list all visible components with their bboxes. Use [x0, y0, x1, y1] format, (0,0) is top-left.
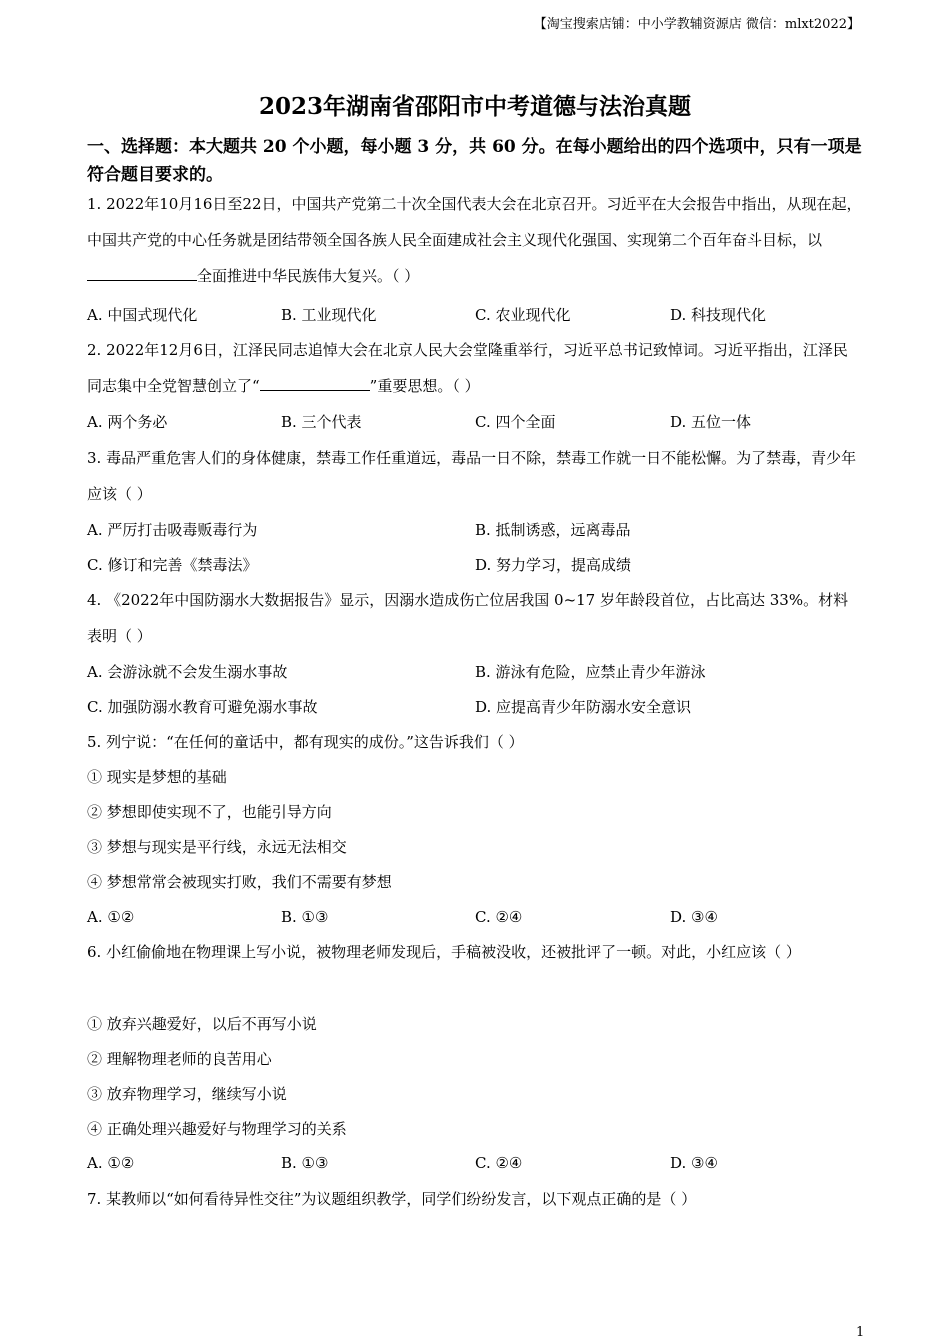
- option: B. ①③: [281, 908, 329, 926]
- option: D. ③④: [670, 1154, 718, 1172]
- answer-blank: [87, 280, 197, 281]
- list-item: ① 现实是梦想的基础: [87, 768, 227, 786]
- option: B. 工业现代化: [281, 306, 377, 324]
- option: C. ②④: [475, 908, 523, 926]
- option: D. 五位一体: [670, 413, 752, 431]
- section-heading: 一、选择题：本大题共 20 个小题，每小题 3 分，共 60 分。在每小题给出的四个选项中，只有一项是符合题目要求的。: [87, 137, 862, 185]
- option: C. 加强防溺水教育可避免溺水事故: [87, 698, 318, 716]
- header-note: 【淘宝搜索店铺：中小学教辅资源店 微信：mlxt2022】: [533, 17, 860, 32]
- list-item: ③ 放弃物理学习，继续写小说: [87, 1085, 287, 1103]
- question-3-stem: 3. 毒品严重危害人们的身体健康，禁毒工作任重道远，毒品一日不除，禁毒工作就一日不能松懈。为了禁毒，青少年应该（ ）: [87, 449, 857, 503]
- option: C. 四个全面: [475, 413, 556, 431]
- option: B. 三个代表: [281, 413, 362, 431]
- option: A. 中国式现代化: [87, 306, 198, 324]
- question-7-stem: 7. 某教师以“如何看待异性交往”为议题组织教学，同学们纷纷发言，以下观点正确的是（ ）: [87, 1190, 697, 1208]
- list-item: ④ 梦想常常会被现实打败，我们不需要有梦想: [87, 873, 392, 891]
- page-number: 1: [856, 1325, 865, 1340]
- option: A. ①②: [87, 1154, 135, 1172]
- list-item: ① 放弃兴趣爱好，以后不再写小说: [87, 1015, 317, 1033]
- option: C. 农业现代化: [475, 306, 571, 324]
- option: A. 会游泳就不会发生溺水事故: [87, 663, 288, 681]
- question-5-stem: 5. 列宁说：“在任何的童话中，都有现实的成份。”这告诉我们（ ）: [87, 733, 524, 751]
- option: B. 游泳有危险，应禁止青少年游泳: [475, 663, 706, 681]
- option: B. 抵制诱惑，远离毒品: [475, 521, 631, 539]
- option: D. 科技现代化: [670, 306, 767, 324]
- list-item: ② 梦想即使实现不了，也能引导方向: [87, 803, 332, 821]
- option: C. 修订和完善《禁毒法》: [87, 556, 258, 574]
- question-4-stem: 4. 《2022年中国防溺水大数据报告》显示，因溺水造成伤亡位居我国 0~17 岁年龄段首位，占比高达 33%。材料表明（ ）: [87, 591, 849, 645]
- option: A. 严厉打击吸毒贩毒行为: [87, 521, 258, 539]
- option: D. 努力学习，提高成绩: [475, 556, 632, 574]
- question-2-stem: 2. 2022年12月6日，江泽民同志追悼大会在北京人民大会堂隆重举行，习近平总书记致悼词。习近平指出，江泽民同志集中全党智慧创立了“ ”重要思想。（ ）: [87, 341, 848, 395]
- option: A. ①②: [87, 908, 135, 926]
- answer-blank: [260, 390, 370, 391]
- option: C. ②④: [475, 1154, 523, 1172]
- question-1-stem: 1. 2022年10月16日至22日，中国共产党第二十次全国代表大会在北京召开。习近平在大会报告中指出，从现在起，中国共产党的中心任务就是团结带领全国各族人民全面建成社会主义现代化强国、实现第二个百年奋斗目标，以全面推进中华民族伟大复兴。（ ）: [87, 195, 862, 285]
- option: D. ③④: [670, 908, 718, 926]
- question-6-stem: 6. 小红偷偷地在物理课上写小说，被物理老师发现后，手稿被没收，还被批评了一顿。对此，小红应该（ ）: [87, 943, 801, 961]
- page-title: 2023年湖南省邵阳市中考道德与法治真题: [258, 93, 691, 120]
- list-item: ③ 梦想与现实是平行线，永远无法相交: [87, 838, 347, 856]
- list-item: ④ 正确处理兴趣爱好与物理学习的关系: [87, 1120, 347, 1138]
- list-item: ② 理解物理老师的良苦用心: [87, 1050, 272, 1068]
- option: B. ①③: [281, 1154, 329, 1172]
- option: D. 应提高青少年防溺水安全意识: [475, 698, 692, 716]
- option: A. 两个务必: [87, 413, 168, 431]
